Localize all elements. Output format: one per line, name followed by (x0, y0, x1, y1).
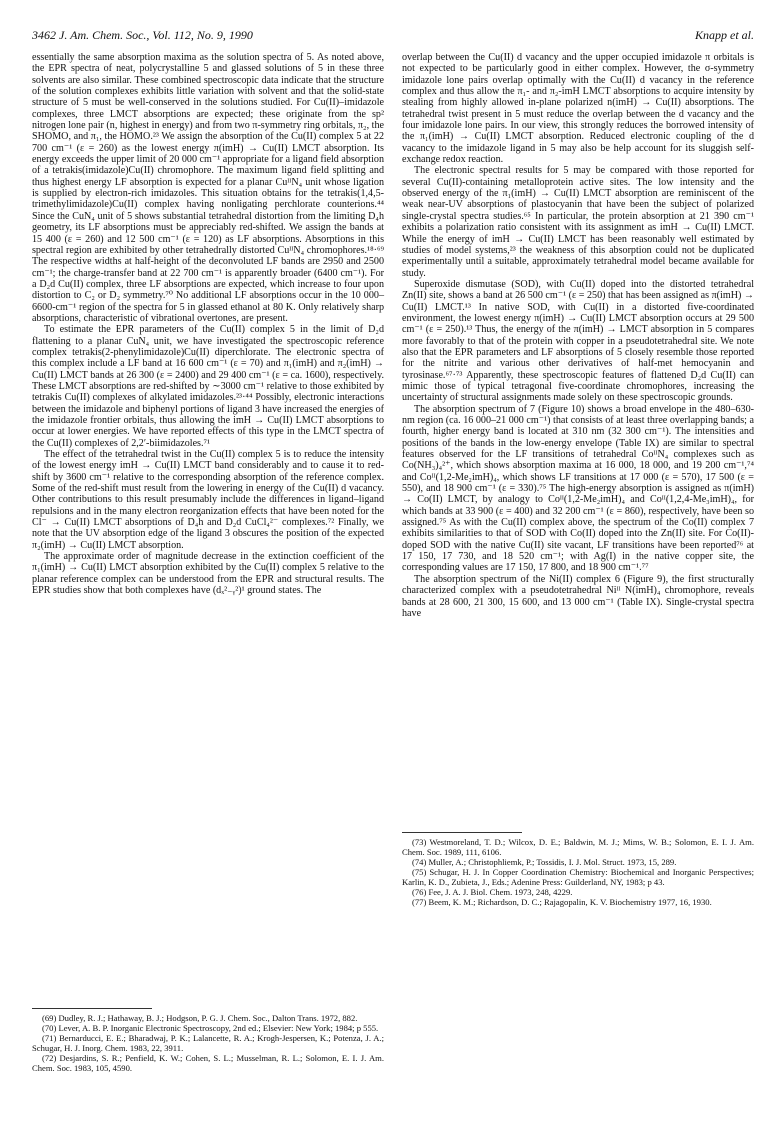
journal-citation: 3462 J. Am. Chem. Soc., Vol. 112, No. 9, 1990 (32, 28, 253, 42)
right-column (402, 52, 754, 619)
reference: (76) Fee, J. A. J. Biol. Chem. 1973, 248, 4229. (412, 887, 573, 897)
paragraph: essentially the same absorption maxima as the solution spectra of 5. As noted above, the EPR spectra of neat, polycrystalline 5 and glassed solutions of 5 in these three solvents are also similar. These combined spectroscopic data indicate that the structure of the solution complexes exhibits little variation with solvent and that the solid-state structure of 5 must be well-conserved in the solutions studied. For Cu(II)–imidazole complexes, three LMCT absorptions are expected; these originate from the sp² nitrogen lone pair (n, highest in energy) and from two π-symmetry ring orbitals, π₂, the SHOMO, and π₁, the HOMO.²³ We assign the absorption of the Cu(II) complex 5 at 22 700 cm⁻¹ (ε = 260) as the lowest energy π(imH) → Cu(II) LMCT absorption. Its energy exceeds the upper limit of 20 000 cm⁻¹ appropriate for a ligand field absorption of a tetrakis(imidazole)Cu(II) chromophore. The maximum ligand field splitting and thus highest energy LF absorption is expected for a planar CuᴵᴵN₄ unit whose ligation is supplied by electron-rich imidazoles. This situation obtains for the tetrakis(1,4,5-trimethylimidazole)Cu(II) complex having nonligating perchlorate counterions.⁴⁴ Since the CuN₄ unit of 5 shows substantial tetrahedral distortion from the limiting D₄h geometry, its LF absorptions must be appreciably red-shifted. We assign the bands at 15 400 (ε = 260) and 12 500 cm⁻¹ (ε = 120) as LF absorptions. Absorptions in this spectral region are exhibited by other tetrahedrally distorted CuᴵᴵN₄ chromophores.¹⁸·⁶⁹ The respective widths at half-height of the deconvoluted LF bands are 2950 and 2500 cm⁻¹; the charge-transfer band at 22 700 cm⁻¹ is apparently broader (6400 cm⁻¹). For a D₂d Cu(II) complex, three LF absorptions are expected, which increase to four upon distortion to C₂ or D₂ symmetry.⁷⁰ No additional LF absorptions occur in the 10 000–6600-cm⁻¹ region of the spectra for 5 in glassed ethanol at 80 K. Only relatively sharp absorptions, characteristic of vibrational overtones, are present. (32, 52, 384, 324)
paragraph: To estimate the EPR parameters of the Cu(II) complex 5 in the limit of D₂d flattening to a planar CuN₄ unit, we have investigated the spectroscopic reference complex tetrakis(2-phenylimidazole)Cu(II) diperchlorate. The electronic spectra of this complex include a LF band at 16 600 cm⁻¹ (ε = 70) and π₁(imH) and π₂(imH) → Cu(II) LMCT bands at 26 300 (ε = 2400) and 29 400 cm⁻¹ (ε = ca. 1600), respectively. These LMCT absorptions are red-shifted by ∼3000 cm⁻¹ relative to those exhibited by tetrakis Cu(II) complexes of alkylated imidazoles.²³·⁴⁴ Possibly, electronic interactions between the imidazole and biphenyl portions of ligand 3 have increased the energies of the imidazole frontier orbitals, thus allowing the imH → Cu(II) LMCT absorptions to occur at lower energies. We have reported effects of this type in the LMCT spectra of the Cu(II) complexes of 2,2′-biimidazoles.⁷¹ (32, 324, 384, 449)
paragraph: Superoxide dismutase (SOD), with Cu(II) doped into the distorted tetrahedral Zn(II) site, shows a band at 26 500 cm⁻¹ (ε = 250) that has been assigned as π(imH) → Cu(II) LMCT.¹³ In native SOD, with Cu(II) in a distorted five-coordinated environment, the lowest energy π(imH) → Cu(II) LMCT absorption occurs at 29 500 cm⁻¹ (ε = 250).¹³ Thus, the energy of the π(imH) → LMCT absorption in 5 compares more favorably to that of the protein with copper in a pseudotetrahedral site. We note also that the EPR parameters and LF absorptions of 5 closely resemble those reported for the nitrite and various other derivatives of half-met hemocyanin and tyrosinase.⁶⁷·⁷³ Apparently, these spectroscopic features of flattened D₂d Cu(II) can mimic those of typical tetragonal five-coordinate chromophores, increasing the uncertainty of structural assignments made solely on these spectroscopic grounds. (402, 278, 754, 404)
reference: (73) Westmoreland, T. D.; Wilcox, D. E.; Baldwin, M. J.; Mims, W. B.; Solomon, E. I. J. Am. Chem. Soc. 1989, 111, 6106. (402, 837, 754, 857)
reference: (69) Dudley, R. J.; Hathaway, B. J.; Hodgson, P. G. J. Chem. Soc., Dalton Trans. 1972, 882. (42, 1013, 358, 1023)
reference: (71) Bernarducci, E. E.; Bharadwaj, P. K.; Lalancette, R. A.; Krogh-Jespersen, K.; Potenza, J. A.; Schugar, H. J. Inorg. Chem. 1983, 22, 3911. (32, 1033, 384, 1053)
paragraph: overlap between the Cu(II) d vacancy and the upper occupied imidazole π orbitals is not expected to be particularly good in either complex. However, the σ-symmetry imidazole lone pairs overlap optimally with the Cu(II) d vacancy in the reference complex and thus allow the π₁- and π₂-imH LMCT absorptions to acquire intensity by stealing from highly allowed in-plane polarized n(imH) → Cu(II) absorptions. The tetrahedral twist present in 5 must reduce the overlap between the d vacancy and the four imidazole lone pairs. In our view, this strongly reduces the borrowed intensity of the π₁(imH) → Cu(II) LMCT absorption. Reduced electronic coupling of the d vacancy to the imidazole ligand in 5 may also be help account for its sluggish self-exchange redox reaction. (402, 52, 754, 166)
paragraph: The electronic spectral results for 5 may be compared with those reported for several Cu(II)-containing metalloprotein active sites. The low intensity and the observed energy of the π₁(imH) → Cu(II) LMCT absorption are reminiscent of the weak near-UV absorptions of plastocyanin that have been the subject of polarized single-crystal spectra studies.⁶⁵ In particular, the protein absorption at 21 390 cm⁻¹ exhibits a polarization ratio consistent with its assignment as imH → Cu(II) LMCT. While the energy of imH → Cu(II) LMCT has been reasonably well estimated by studies of model systems,²³ the weakness of this absorption could not be duplicated experimentally until a suitable, approximately tetrahedral model became available for study. (402, 165, 754, 279)
author-running-head: Knapp et al. (695, 28, 754, 42)
reference: (74) Muller, A.; Christophliemk, P.; Tossidis, I. J. Mol. Struct. 1973, 15, 289. (412, 857, 677, 867)
paragraph: The approximate order of magnitude decrease in the extinction coefficient of the π₁(imH) → Cu(II) LMCT absorption exhibited by the Cu(II) complex 5 relative to the planar reference complex can be understood from the EPR and structural results. The EPR studies show that both complexes have (dₓ²₋ᵧ²)¹ ground states. The (32, 551, 384, 597)
reference: (72) Desjardins, S. R.; Penfield, K. W.; Cohen, S. L.; Musselman, R. L.; Solomon, E. I. J. Am. Chem. Soc. 1983, 105, 4590. (32, 1053, 384, 1073)
running-header (32, 28, 754, 44)
reference: (70) Lever, A. B. P. Inorganic Electronic Spectroscopy, 2nd ed.; Elsevier: New York; 1984; p 555. (42, 1023, 379, 1033)
left-column (32, 52, 384, 597)
paragraph: The absorption spectrum of 7 (Figure 10) shows a broad envelope in the 480–630-nm region (ca. 16 000–21 000 cm⁻¹) that consists of at least three overlapping bands; a fourth, higher energy band is located at 310 nm (32 300 cm⁻¹). The intensities and positions of the bands in the low-energy envelope (Table IX) are similar to spectral features observed for the LF transitions of tetrahedral CoᴵᴵN₄ complexes such as Co(NH₃)₄²⁺, which shows absorption maxima at 16 000, 18 000, and 19 200 cm⁻¹,⁷⁴ and Coᴵᴵ(1,2-Me₂imH)₄, which shows LF transitions at 17 000 (ε = 570), 17 500 (ε = 550), and 18 900 cm⁻¹ (ε = 330).⁷⁵ The high-energy absorption is assigned as π(imH) → Co(II) LMCT, by analogy to Coᴵᴵ(1,2-Me₂imH)₄ and Coᴵᴵ(1,2,4-Me₃imH)₄, for which bands at 33 900 (ε = 400) and 32 200 cm⁻¹ (ε = 860), respectively, have been so assigned.⁷⁵ As with the Cu(II) complex above, the spectrum of the Co(II) complex 7 exhibits similarities to that of SOD with Co(II) doped into the Zn(II) site. For Co(II)-doped SOD with the native Cu(II) site vacant, LF transitions have been reported⁷⁶ at 17 150, 17 730, and 18 520 cm⁻¹; with Ag(I) in the native copper site, the corresponding values are 17 150, 17 800, and 18 900 cm⁻¹.⁷⁷ (402, 403, 754, 574)
footnote-divider (32, 1008, 152, 1009)
reference: (77) Beem, K. M.; Richardson, D. C.; Rajagopalin, K. V. Biochemistry 1977, 16, 1930. (412, 897, 712, 907)
footnotes-left (32, 1008, 384, 1073)
reference: (75) Schugar, H. J. In Copper Coordination Chemistry: Biochemical and Inorganic Perspectives; Karlin, K. D., Zubieta, J., Eds.; Adenine Press: Guilderland, NY, 1983; p 43. (402, 867, 754, 887)
paragraph: The effect of the tetrahedral twist in the Cu(II) complex 5 is to reduce the intensity of the lowest energy imH → Cu(II) LMCT band considerably and to cause it to red-shift by 3600 cm⁻¹ relative to the corresponding absorption of the reference complex. Some of the red-shift must result from the lowering in energy of the Cu(II) d vacancy. Other contributions to this result presumably include the differences in ligand–ligand repulsions and in the many electron reorganization effects that have been noted for the Cl⁻ → Cu(II) LMCT absorptions of D₄h and D₂d CuCl₄²⁻ complexes.⁷² Finally, we note that the UV absorption edge of the ligand 3 obscures the position of the expected π₂(imH) → Cu(II) LMCT absorption. (32, 449, 384, 551)
paragraph: The absorption spectrum of the Ni(II) complex 6 (Figure 9), the first structurally characterized complex with a pseudotetrahedral Niᴵᴵ N(imH)₄ chromophore, reveals bands at 28 600, 21 300, 15 600, and 13 000 cm⁻¹ (Table IX). Single-crystal spectra have (402, 573, 754, 619)
footnote-divider (402, 832, 522, 833)
footnotes-right (402, 832, 754, 907)
